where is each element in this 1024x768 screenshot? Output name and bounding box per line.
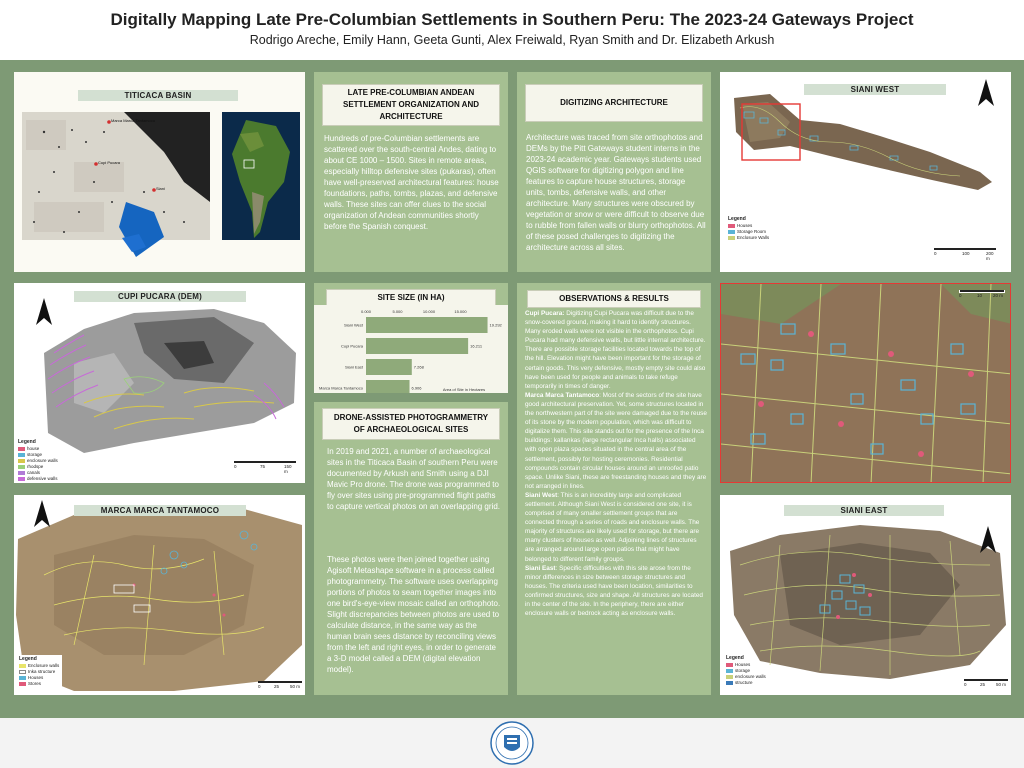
legend-item: Enclosure Walls <box>728 235 769 241</box>
obs-siani-east-title: Siani East <box>525 564 556 572</box>
marca-legend: Legend Enclosure walls Inka structure Houses Stores <box>16 655 62 688</box>
drone-p2: These photos were then joined together using Agisoft Metashape software in a process called photogrammetry. The software uses overlapping portions of photos to seam together images into one bird's-eye-view mosaic called an orthophoto. Slight discrepancies between photos are used to calculate distance, in the same way as the human brain sees distance by reconciling views from the left and right eyes, in order to generate a 3-D model called a DEM (digital elevation model). <box>327 555 501 674</box>
bar <box>366 338 468 354</box>
bar <box>366 317 488 333</box>
site-size-chart <box>314 305 508 393</box>
legend-item: Enclosure walls <box>19 663 59 669</box>
legend-item: Houses <box>726 662 766 668</box>
siani-east-legend: Legend Houses storage enclosure walls structure <box>726 655 766 685</box>
intro-heading: LATE PRE-COLUMBIAN ANDEAN SETTLEMENT ORGANIZATION AND ARCHITECTURE <box>322 84 500 126</box>
cupi-label: CUPI PUCARA (DEM) <box>74 291 246 302</box>
obs-cupi-title: Cupi Pucara: <box>525 310 565 317</box>
obs-siani-west-title: Siani West <box>525 491 558 499</box>
intro-panel <box>314 72 508 272</box>
obs-siani-east-text: : Specific difficulties with this site arose from the minor differences in size between storage structures and houses. The criteria used have been location, similarities to confirmed structures, size and shape. All structures are located in the center of the site. In the periphery, there are either enclosure walls or bedrock acting as enclosure walls. <box>525 564 703 618</box>
siani-west-legend: Legend Houses Storage Room Enclosure Walls <box>728 216 770 240</box>
north-arrow-icon <box>978 525 998 555</box>
poster-footer <box>0 718 1024 768</box>
siani-east-label: SIANI EAST <box>784 505 944 516</box>
bar <box>366 380 410 393</box>
north-arrow-icon <box>32 499 52 529</box>
poster-header <box>0 0 1024 60</box>
digitizing-text: Architecture was traced from site orthophotos and DEMs by the Pitt Gateways student interns in the 2023-24 academic year. Gateways students used QGIS software for digitizing polygon and line features to capture house structures, storage units, tombs, defensive walls, and other architecture. Many structures were obscured by vegetation or snow or were difficult to observe due to rubble from fallen walls or blurry orthophotos. All of these posed challenges to digitizing the architecture across all sites. <box>526 133 706 252</box>
titicaca-map <box>14 72 305 272</box>
cupi-scale: 0 75 150 m <box>234 461 296 464</box>
site-size-panel <box>314 283 508 393</box>
x-axis-label: Area of Site in Hectares <box>442 387 486 392</box>
tick-label: 15.000 <box>454 309 467 314</box>
legend-item: house <box>18 446 58 452</box>
cupi-panel <box>14 283 305 483</box>
tick-label: 5.000 <box>392 309 403 314</box>
category-label: Marca Marca Tantamoco <box>319 385 363 391</box>
legend-item: Inka structure <box>19 669 59 675</box>
legend-item: canals <box>18 470 58 476</box>
poster-title: Digitally Mapping Late Pre-Columbian Settlements in Southern Peru: The 2023-24 Gateways Project <box>110 10 914 29</box>
legend-item: Storage Room <box>728 229 769 235</box>
siani-east-panel <box>720 495 1011 695</box>
place-label-siani: Siani <box>156 186 165 191</box>
legend-item: enclosure walls <box>18 458 58 464</box>
category-label: Siani East <box>344 364 363 370</box>
siani-zoom-scale: 0 10 20 m <box>959 290 1005 293</box>
titicaca-panel <box>14 72 305 272</box>
tick-label: 0.000 <box>360 309 372 314</box>
value-label: 6.906 <box>411 385 422 391</box>
category-label: Cupi Pucara <box>340 343 363 349</box>
value-label: 7.268 <box>413 364 424 370</box>
titicaca-label: TITICACA BASIN <box>78 90 238 101</box>
siani-zoom-panel <box>720 283 1011 483</box>
legend-item: Houses <box>19 675 59 681</box>
cupi-legend: Legend house storage enclosure walls rhodspe canals defensive walls <box>18 439 58 481</box>
obs-siani-west-text: : This is an incredibly large and complicated settlement. Although Siani West is considered one site, it is comprised of many smaller settlement groups that are connected through a series of roads and enclosure walls. The majority of structures are likely used for storage, but there are many clusters of houses as well. Adjoining lines of structures are arranged around large open patios that might have belonged to different family groups. <box>525 491 700 563</box>
value-label: 16.211 <box>470 343 483 349</box>
category-label: Siani West <box>343 322 363 328</box>
digitizing-panel <box>517 72 711 272</box>
place-label-cupi: Cupi Pucara <box>98 160 121 165</box>
tick-label: 10.000 <box>422 309 436 314</box>
digitizing-heading: DIGITIZING ARCHITECTURE <box>525 84 703 122</box>
legend-item: enclosure walls <box>726 674 766 680</box>
siani-west-panel <box>720 72 1011 272</box>
siani-west-label: SIANI WEST <box>804 84 946 95</box>
siani-west-scale: 0 100 200 m <box>934 248 996 251</box>
university-seal-icon <box>490 721 534 765</box>
observations-panel <box>517 283 711 695</box>
legend-item: Houses <box>728 223 769 229</box>
obs-marca-text: : Most of the sectors of the site have good architectural preservation. Yet, some structures located in the northwestern part of the site were damaged due to the reuse of its stone by the modern population, which was difficult to digitalize them. This site stands out for the presence of the Inca buildings: kallankas (large rectangular Inca halls) associated with open plaza spaces situated in the central area of the settlement, possibly for hosting ceremonies. Residential compounds contain circular houses around an unroofed patio space. Unlike Siani, these are freestanding houses and they are not arranged in lines. <box>525 391 707 490</box>
legend-item: storage <box>726 668 766 674</box>
legend-item: structure <box>726 680 766 686</box>
siani-east-scale: 0 25 50 m <box>964 679 1008 682</box>
obs-cupi-text: Digitizing Cupi Pucara was difficult due to the snow-covered ground, making it hard to identify structures. Many eroded walls were not visible in the orthophotos. Cupi Pucara had many defensive walls, but little internal architecture. There are possible storage facilities located towards the top of the hill. Elevation might have been important for the storage of certain goods. This very defensive, mostly empty site could also have been used for people and animals to take refuge temporarily in times of danger. <box>525 310 706 390</box>
marca-label: MARCA MARCA TANTAMOCO <box>74 505 246 516</box>
drone-p1: In 2019 and 2021, a number of archaeological sites in the Titicaca Basin of southern Peru were documented by Arkush and Smith using a DJI Mavic Pro drone. The drone was programmed to fly over sites using pre-programmed flight paths to capture vertical photos on an overlapping grid. <box>327 447 500 511</box>
drone-heading: DRONE-ASSISTED PHOTOGRAMMETRY OF ARCHAEOLOGICAL SITES <box>322 408 500 440</box>
drone-panel <box>314 402 508 695</box>
place-label-marca: Marca Marca Tantamoco <box>111 118 155 123</box>
observations-text <box>525 309 707 618</box>
legend-item: Stores <box>19 681 59 687</box>
obs-marca-title: Marca Marca Tantamoco <box>525 391 600 399</box>
marca-scale: 0 25 50 m <box>258 681 302 684</box>
legend-item: rhodspe <box>18 464 58 470</box>
siani-zoom-map <box>721 284 1011 483</box>
siani-west-map <box>720 72 1011 272</box>
observations-heading: OBSERVATIONS & RESULTS <box>527 290 701 308</box>
poster-authors: Rodrigo Areche, Emily Hann, Geeta Gunti, Alex Freiwald, Ryan Smith and Dr. Elizabeth Arkush <box>249 33 775 47</box>
intro-text: Hundreds of pre-Columbian settlements are scattered over the south-central Andes, dating to about CE 1000 – 1500. Sites in remote areas, especially hilltop defensive sites (pukaras), often have well-preserved architectural features: house foundations, paths, tombs, plazas, and defensive walls. These sites can offer clues to the social organization of Andean communities shortly before the Spanish conquest. <box>324 134 499 231</box>
value-label: 19.292 <box>489 322 502 328</box>
legend-item: storage <box>18 452 58 458</box>
marca-panel <box>14 495 305 695</box>
legend-item: defensive walls <box>18 476 58 482</box>
bar <box>366 359 412 375</box>
site-size-heading: SITE SIZE (IN HA) <box>326 289 496 307</box>
